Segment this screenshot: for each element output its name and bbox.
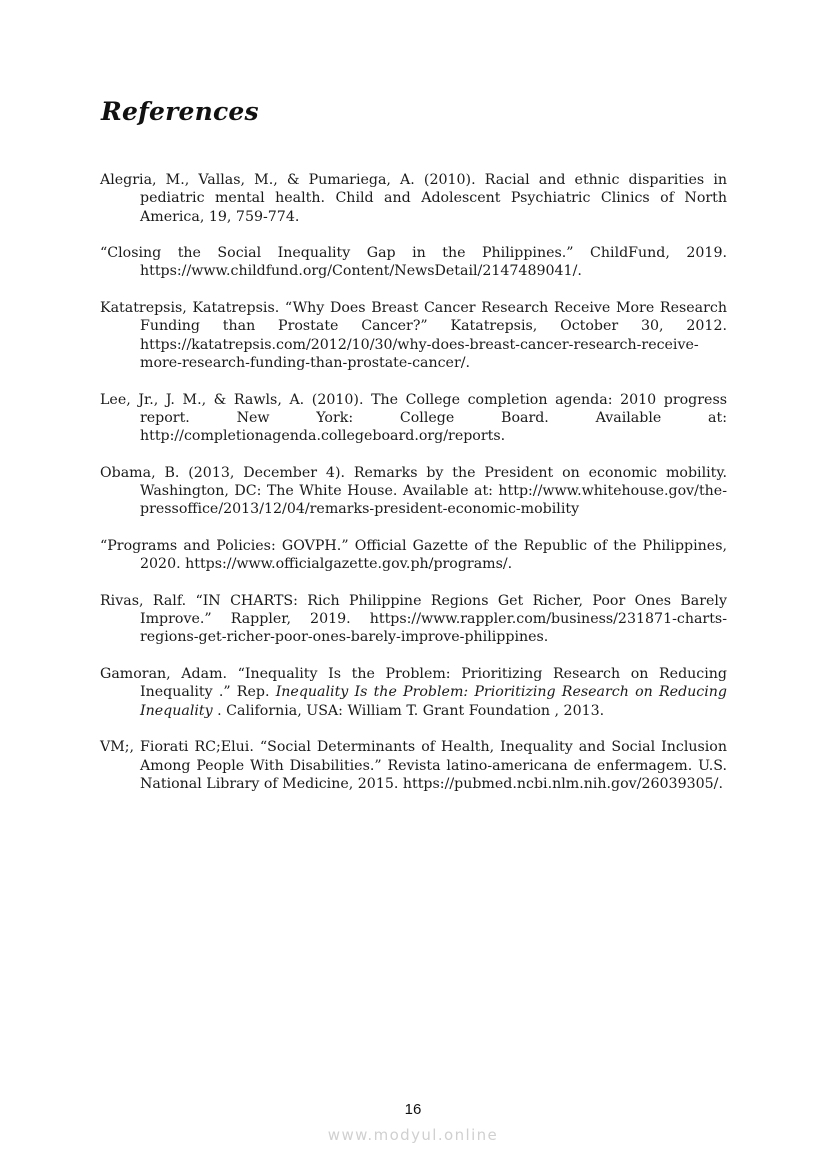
reference-item: Katatrepsis, Katatrepsis. “Why Does Breast Cancer Research Receive More Research Funding than Prostate Cancer?” Katatrepsis, October 30, 2012. https://katatrepsis.com/2012/10/30/why-does-breast-cancer-research-receive-more-research-funding-than-prostate-cancer/. (100, 300, 727, 371)
reference-item: “Programs and Policies: GOVPH.” Official Gazette of the Republic of the Philippines, 2020. https://www.officialgazette.gov.ph/programs/. (100, 537, 727, 573)
reference-item: Lee, Jr., J. M., & Rawls, A. (2010). The College completion agenda: 2010 progress report. New York: College Board. Available at: http://completionagenda.collegeboard.org/reports. (100, 391, 727, 445)
watermark: www.modyul.online (327, 1126, 499, 1144)
page-title: References (101, 97, 259, 126)
reference-item: Rivas, Ralf. “IN CHARTS: Rich Philippine Regions Get Richer, Poor Ones Barely Improve.” Rappler, 2019. https://www.rappler.com/business/231871-charts-regions-get-richer-poor-ones-barely-improve-philippines. (100, 592, 727, 646)
reference-text: Gamoran, Adam. “Inequality Is the Problem: Prioritizing Research on Reducing Inequality .” Rep. (100, 666, 727, 701)
reference-italic-title: Inequality Is the Problem: Prioritizing Research on Reducing Inequality (140, 684, 727, 719)
reference-list (100, 171, 727, 811)
reference-text: . California, USA: William T. Grant Foundation , 2013. (212, 702, 605, 719)
reference-item: “Closing the Social Inequality Gap in the Philippines.” ChildFund, 2019. https://www.childfund.org/Content/NewsDetail/2147489041/. (100, 245, 727, 280)
reference-item (100, 665, 727, 720)
reference-item: VM;, Fiorati RC;Elui. “Social Determinants of Health, Inequality and Social Inclusion Among People With Disabilities.” Revista latino-americana de enfermagem. U.S. National Library of Medicine, 2015. https://pubmed.ncbi.nlm.nih.gov/26039305/. (100, 739, 727, 792)
reference-item: Alegria, M., Vallas, M., & Pumariega, A. (2010). Racial and ethnic disparities in pediatric mental health. Child and Adolescent Psychiatric Clinics of North America, 19, 759-774. (100, 172, 727, 225)
reference-item: Obama, B. (2013, December 4). Remarks by the President on economic mobility. Washington, DC: The White House. Available at: http://www.whitehouse.gov/the-pressoffice/2013/12/04/remarks-president-economic-mobility (100, 464, 727, 518)
page-number: 16 (404, 1101, 422, 1118)
